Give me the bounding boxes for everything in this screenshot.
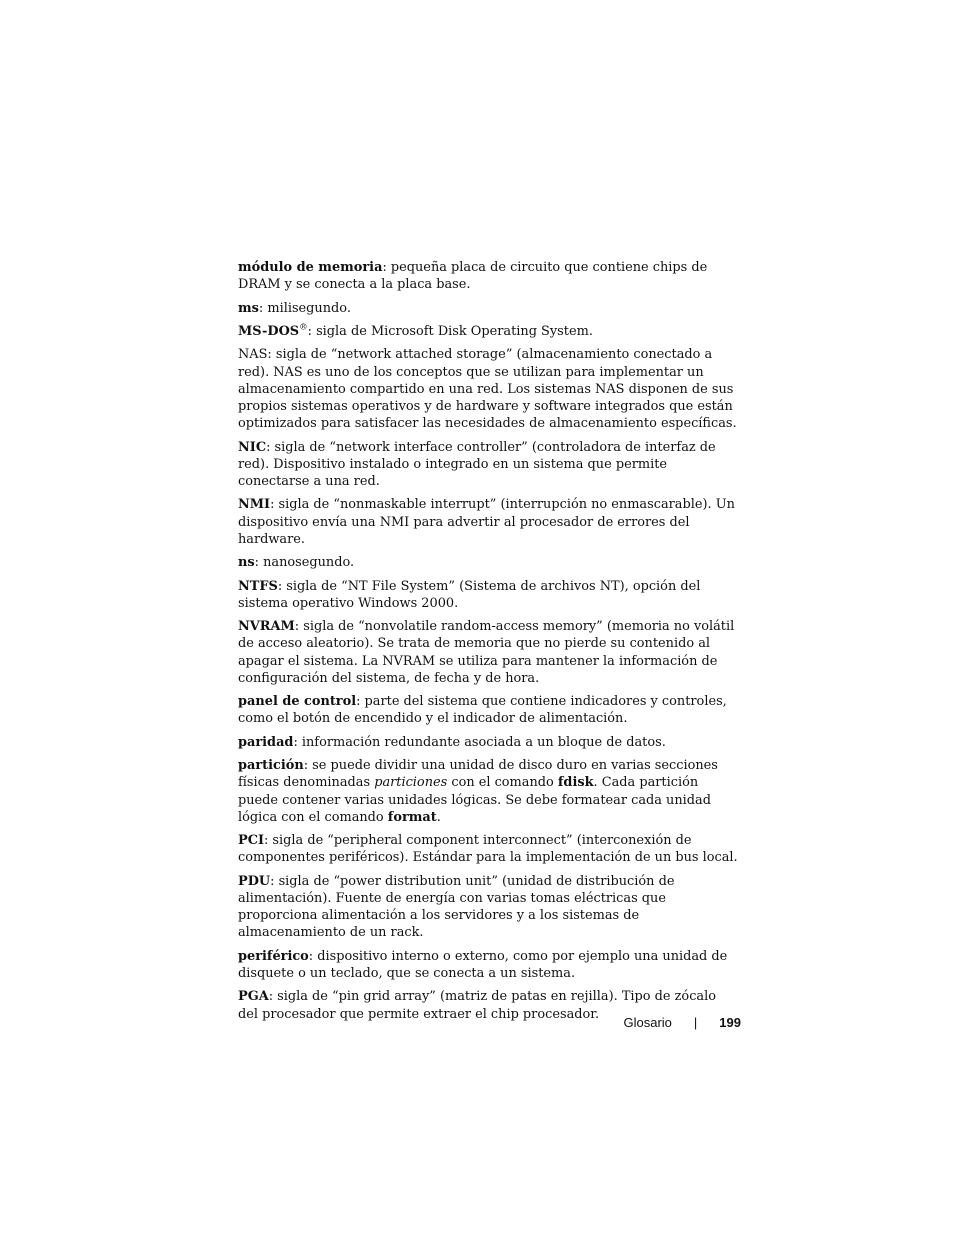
glossary-definition: con el comando xyxy=(447,775,558,791)
glossary-definition: : sigla de “power distribution unit” (unidad de distribución de alimentación). Fuente de energía con varias tomas eléctricas que proporciona alimentación a los servidores y a los sistemas de almacenamiento de un rack. xyxy=(238,873,675,941)
glossary-term: MS-DOS xyxy=(238,323,300,339)
glossary-definition: : pequeña placa de circuito que contiene chips de DRAM y se conecta a la placa base. xyxy=(238,260,708,293)
glossary-definition: : sigla de Microsoft Disk Operating System. xyxy=(307,323,593,339)
glossary-entry-nmi xyxy=(238,496,738,548)
command-format: format xyxy=(387,809,437,825)
glossary-entry-nvram xyxy=(238,618,738,687)
glossary-term: periférico xyxy=(238,948,309,964)
page-footer xyxy=(623,1015,741,1030)
glossary-term: PDU xyxy=(238,873,271,889)
glossary-term: NVRAM xyxy=(238,619,295,635)
glossary-entry-ms-dos xyxy=(238,323,738,340)
glossary-entries xyxy=(238,259,738,1029)
footer-separator: | xyxy=(693,1015,698,1030)
glossary-definition: : información redundante asociada a un bloque de datos. xyxy=(293,734,666,750)
glossary-entry-ns xyxy=(238,554,738,571)
glossary-definition: : se puede dividir una unidad de disco duro en varias secciones físicas denominadas xyxy=(238,758,718,791)
glossary-term: PGA xyxy=(238,989,269,1005)
glossary-entry-ntfs xyxy=(238,578,738,612)
glossary-entry-panel-de-control xyxy=(238,693,738,727)
command-fdisk: fdisk xyxy=(557,775,594,791)
glossary-entry-paridad xyxy=(238,734,738,751)
glossary-definition-italic: particiones xyxy=(374,775,448,791)
glossary-definition: : dispositivo interno o externo, como por ejemplo una unidad de disquete o un teclado, que se conecta a un sistema. xyxy=(238,948,728,981)
page-number: 199 xyxy=(719,1015,741,1030)
glossary-term: PCI xyxy=(238,833,264,849)
glossary-entry-nas xyxy=(238,346,738,432)
glossary-term: ms xyxy=(238,300,259,316)
glossary-entry-ms xyxy=(238,300,738,317)
glossary-definition: : nanosegundo. xyxy=(254,555,355,571)
glossary-definition: : sigla de “nonmaskable interrupt” (interrupción no enmascarable). Un dispositivo envía una NMI para advertir al procesador de errores del hardware. xyxy=(238,497,735,547)
registered-mark: ® xyxy=(299,322,308,333)
glossary-definition: : parte del sistema que contiene indicadores y controles, como el botón de encendido y el indicador de alimentación. xyxy=(238,694,727,727)
glossary-entry-nic xyxy=(238,439,738,491)
glossary-entry-particion xyxy=(238,757,738,826)
footer-section-title: Glosario xyxy=(623,1015,672,1030)
glossary-definition: : sigla de “network interface controller” (controladora de interfaz de red). Dispositivo instalado o integrado en un sistema que permite conectarse a una red. xyxy=(238,439,716,489)
glossary-term: panel de control xyxy=(238,694,357,710)
glossary-entry-periferico xyxy=(238,948,738,982)
glossary-term: módulo de memoria xyxy=(238,260,383,275)
glossary-definition: NAS: sigla de “network attached storage” (almacenamiento conectado a red). NAS es uno de los conceptos que se utilizan para implementar un almacenamiento compartido en una red. Los sistemas NAS disponen de sus propios sistemas operativos y de hardware y software integrados que están optimizados para satisfacer las necesidades de almacenamiento específicas. xyxy=(238,347,737,432)
glossary-term: paridad xyxy=(238,734,294,750)
glossary-entry-pci xyxy=(238,832,738,866)
glossary-term: partición xyxy=(238,758,304,774)
glossary-definition: : milisegundo. xyxy=(258,300,351,316)
glossary-definition: . Cada partición puede contener varias unidades lógicas. Se debe formatear cada unidad lógica con el comando xyxy=(238,775,711,825)
glossary-definition: : sigla de “nonvolatile random-access memory” (memoria no volátil de acceso aleatorio). Se trata de memoria que no pierde su contenido al apagar el sistema. La NVRAM se utiliza para mantener la información de configuración del sistema, de fecha y de hora. xyxy=(238,619,735,686)
glossary-term: NIC xyxy=(238,439,267,455)
glossary-entry-modulo-de-memoria xyxy=(238,259,738,293)
glossary-definition: : sigla de “peripheral component interconnect” (interconexión de componentes periféricos). Estándar para la implementación de un bus local. xyxy=(238,833,738,866)
glossary-term: NTFS xyxy=(238,578,278,594)
glossary-definition: . xyxy=(436,809,441,825)
glossary-definition: : sigla de “NT File System” (Sistema de archivos NT), opción del sistema operativo Windows 2000. xyxy=(238,578,701,611)
glossary-term: ns xyxy=(238,555,255,571)
glossary-entry-pdu xyxy=(238,873,738,942)
glossary-term: NMI xyxy=(238,497,271,513)
glossary-definition: : sigla de “pin grid array” (matriz de patas en rejilla). Tipo de zócalo del procesador que permite extraer el chip procesador. xyxy=(238,989,716,1022)
